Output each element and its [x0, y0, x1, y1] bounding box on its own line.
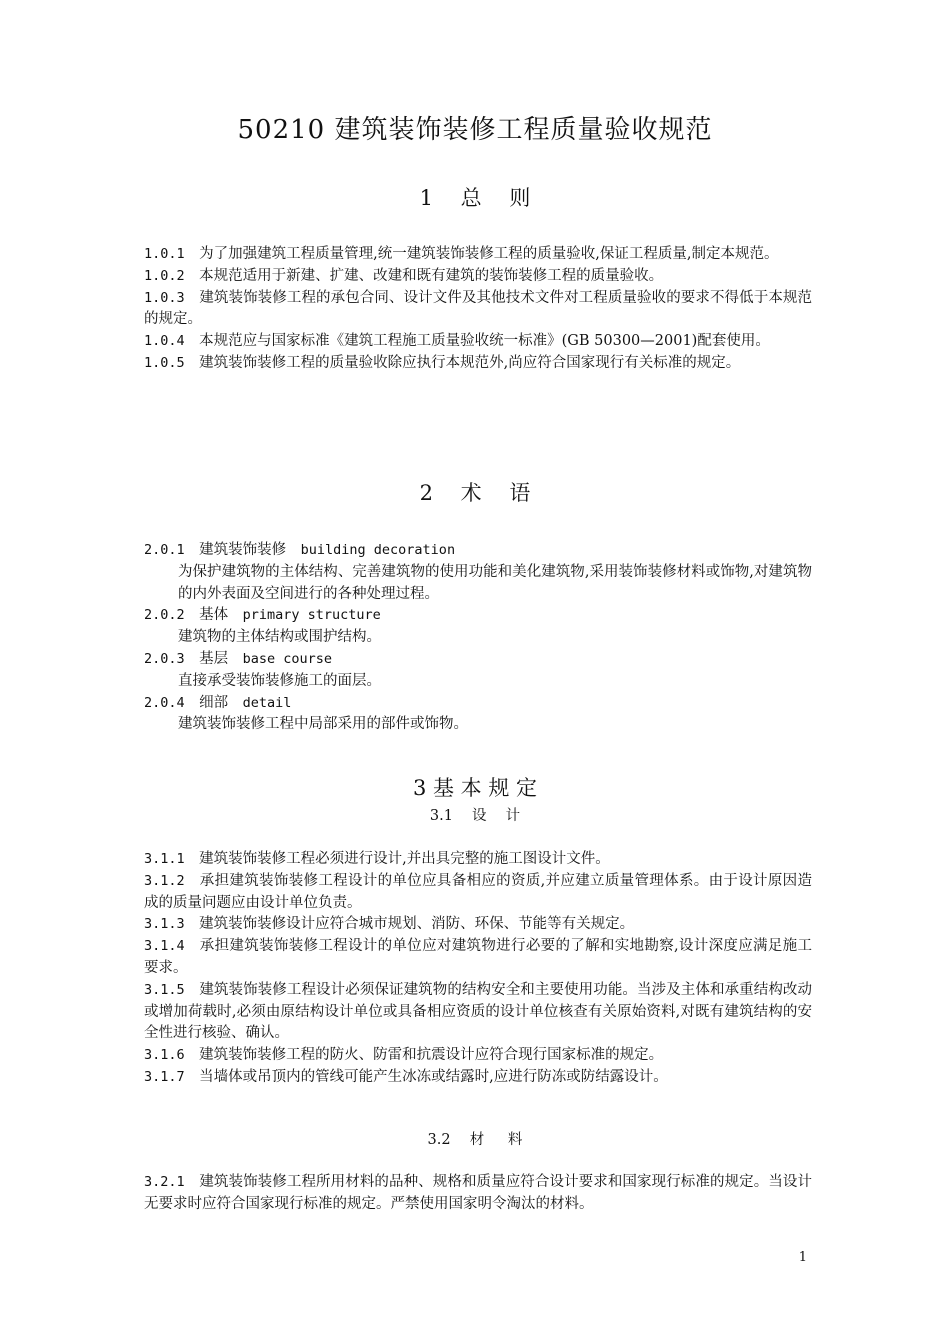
clause-3-1-6: 3.1.6 建筑装饰装修工程的防火、防雷和抗震设计应符合现行国家标准的规定。 — [144, 1047, 664, 1064]
term-2-0-4: 2.0.4 细部 detail — [144, 694, 292, 711]
section-3-2-clauses — [144, 1172, 812, 1216]
clause-3-1-3: 3.1.3 建筑装饰装修设计应符合城市规划、消防、环保、节能等有关规定。 — [144, 916, 635, 933]
clause-1-0-4: 1.0.4 本规范应与国家标准《建筑工程施工质量验收统一标准》(GB 50300—2001)配套使用。 — [144, 333, 770, 350]
clause-1-0-5: 1.0.5 建筑装饰装修工程的质量验收除应执行本规范外,尚应符合国家现行有关标准的规定。 — [144, 354, 741, 371]
clause-1-0-1: 1.0.1 为了加强建筑工程质量管理,统一建筑装饰装修工程的质量验收,保证工程质量,制定本规范。 — [144, 246, 779, 262]
section-3-1-clauses — [144, 849, 812, 1089]
chapter-2-heading: 2 术 语 — [419, 481, 531, 505]
term-2-0-1: 2.0.1 建筑装饰装修 building decoration — [144, 542, 456, 558]
term-2-0-3-definition: 直接承受装饰装修施工的面层。 — [178, 672, 381, 689]
document-title: 50210 建筑装饰装修工程质量验收规范 — [237, 115, 713, 145]
clause-3-1-2: 3.1.2 承担建筑装饰装修工程设计的单位应具备相应的资质,并应建立质量管理体系。由于设计原因造成的质量问题应由设计单位负责。 — [144, 872, 812, 911]
clause-3-1-1: 3.1.1 建筑装饰装修工程必须进行设计,并出具完整的施工图设计文件。 — [144, 851, 610, 867]
clause-3-1-4: 3.1.4 承担建筑装饰装修工程设计的单位应对建筑物进行必要的了解和实地勘察,设计深度应满足施工要求。 — [144, 938, 812, 976]
term-2-0-2-definition: 建筑物的主体结构或围护结构。 — [178, 629, 381, 646]
page-number: 1 — [798, 1250, 807, 1265]
chapter-2-terms — [144, 540, 812, 736]
chapter-1-clauses — [144, 244, 812, 375]
chapter-3-heading: 3 基 本 规 定 — [412, 776, 538, 800]
clause-3-1-7: 3.1.7 当墙体或吊顶内的管线可能产生冰冻或结露时,应进行防冻或防结露设计。 — [144, 1068, 668, 1085]
section-3-2-heading: 3.2 材 料 — [427, 1132, 523, 1148]
term-2-0-4-definition: 建筑装饰装修工程中局部采用的部件或饰物。 — [178, 716, 468, 733]
clause-3-2-1: 3.2.1 建筑装饰装修工程所用材料的品种、规格和质量应符合设计要求和国家现行标准的规定。当设计无要求时应符合国家现行标准的规定。严禁使用国家明令淘汰的材料。 — [144, 1174, 813, 1212]
chapter-1-heading: 1 总 则 — [419, 186, 531, 210]
clause-3-1-5: 3.1.5 建筑装饰装修工程设计必须保证建筑物的结构安全和主要使用功能。当涉及主体和承重结构改动或增加荷载时,必须由原结构设计单位或具备相应资质的设计单位核查有关原始资料,对既有建筑结构的安全性进行核验、确认。 — [144, 981, 813, 1042]
term-2-0-2: 2.0.2 基体 primary structure — [144, 607, 381, 624]
term-2-0-1-definition: 为保护建筑物的主体结构、完善建筑物的使用功能和美化建筑物,采用装饰装修材料或饰物,对建筑物的内外表面及空间进行的各种处理过程。 — [178, 563, 812, 602]
clause-1-0-2: 1.0.2 本规范适用于新建、扩建、改建和既有建筑的装饰装修工程的质量验收。 — [144, 267, 664, 284]
term-2-0-3: 2.0.3 基层 base course — [144, 650, 333, 667]
clause-1-0-3: 1.0.3 建筑装饰装修工程的承包合同、设计文件及其他技术文件对工程质量验收的要求不得低于本规范的规定。 — [144, 289, 813, 328]
section-3-1-heading: 3.1 设 计 — [429, 808, 521, 824]
